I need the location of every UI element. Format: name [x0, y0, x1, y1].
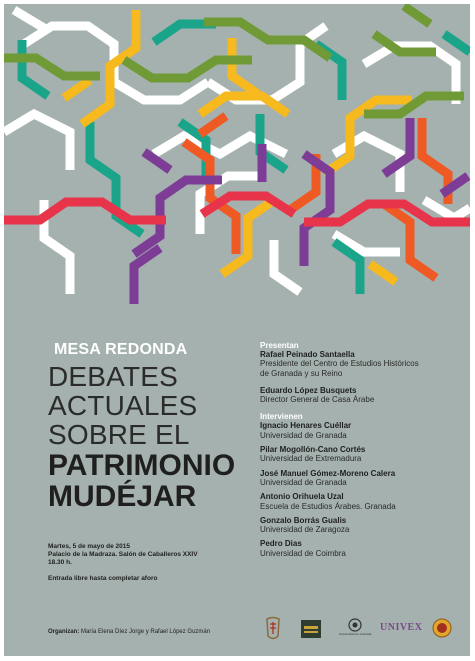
organizers-names: María Elena Díez Jorge y Rafael López Guzmán: [81, 629, 211, 635]
speaker-name: Eduardo López Busquets: [260, 385, 357, 395]
speaker: [260, 539, 465, 558]
organizers: [48, 629, 210, 635]
sponsor-logos: [258, 614, 468, 644]
speaker-name: Ignacio Henares Cuéllar: [260, 421, 352, 431]
speaker: [260, 350, 465, 378]
event-date: Martes, 5 de mayo de 2015: [48, 543, 131, 550]
speaker-affiliation: Director General de Casa Árabe: [260, 395, 375, 405]
university-granada-logo: [338, 618, 372, 636]
speaker-affiliation: Universidad de Granada: [260, 430, 347, 440]
speaker-affiliation: Presidente del Centro de Estudios Históricos: [260, 359, 419, 369]
univex-logo: UNIVEX: [380, 622, 423, 633]
event-time: 18.30 h.: [48, 559, 72, 566]
intervienen-label: Intervienen: [260, 412, 303, 422]
speaker: [260, 469, 465, 488]
event-type: MESA REDONDA: [54, 341, 188, 358]
interlace-pattern: [4, 4, 470, 304]
speaker: [260, 421, 465, 440]
speaker-affiliation: Universidad de Zaragoza: [260, 525, 350, 535]
poster: [4, 4, 470, 656]
title-light: [48, 362, 197, 449]
speaker-affiliation: Universidad de Granada: [260, 477, 347, 487]
event-info: [48, 543, 198, 583]
speaker: [260, 386, 465, 405]
title-line: ACTUALES: [48, 390, 198, 421]
event-venue: Palacio de la Madraza. Salón de Caballeros XXIV: [48, 551, 198, 558]
presentan-label: Presentan: [260, 341, 299, 350]
crest-icon: [348, 618, 362, 632]
title-line: MUDÉJAR: [48, 480, 197, 513]
speaker-name: Pedro Dias: [260, 539, 302, 549]
casa-arabe-logo-icon: [300, 618, 322, 640]
round-emblem-icon: [432, 618, 452, 638]
speaker-affiliation: Universidad de Extremadura: [260, 454, 362, 464]
speaker: [260, 445, 465, 464]
title-bold: [48, 450, 235, 512]
speaker-affiliation: Escuela de Estudios Árabes. Granada: [260, 501, 396, 511]
university-granada-text: Universidad de Granada: [338, 632, 372, 636]
speaker-name: Pilar Mogollón-Cano Cortés: [260, 445, 366, 455]
title-line: DEBATES: [48, 361, 179, 392]
organizers-label: Organizan:: [48, 629, 80, 635]
speaker-name: Gonzalo Borrás Gualis: [260, 515, 347, 525]
speaker: [260, 492, 465, 511]
title-line: SOBRE EL: [48, 419, 190, 450]
speaker: [260, 516, 465, 535]
seal-logo-icon: [262, 616, 284, 642]
speaker-name: José Manuel Gómez-Moreno Calera: [260, 468, 396, 478]
speakers-column: [260, 341, 465, 558]
speaker-name: Rafael Peinado Santaella: [260, 350, 355, 359]
title-line: PATRIMONIO: [48, 449, 236, 482]
speaker-affiliation: de Granada y su Reino: [260, 368, 343, 378]
speaker-affiliation: Universidad de Coimbra: [260, 548, 346, 558]
event-entry: Entrada libre hasta completar aforo: [48, 575, 158, 582]
speaker-name: Antonio Orihuela Uzal: [260, 492, 344, 502]
